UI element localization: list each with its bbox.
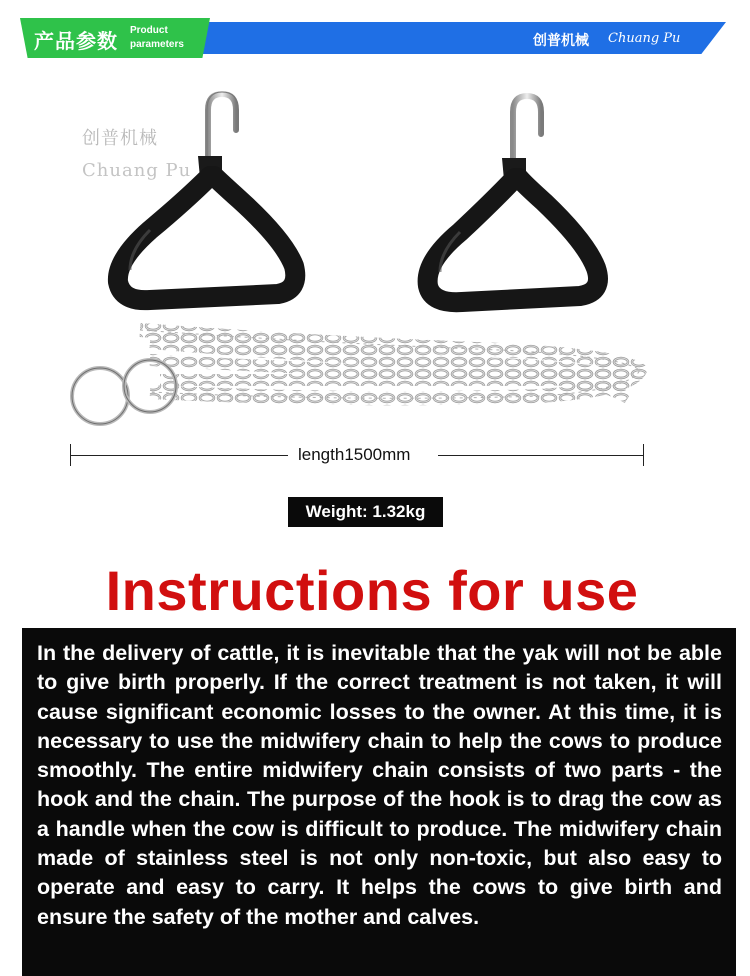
dimension-line-right [438, 455, 644, 456]
length-dimension [70, 440, 644, 470]
length-label: length1500mm [298, 445, 411, 464]
hook-handle-right [428, 96, 598, 302]
banner-title-chinese: 产品参数 [34, 29, 118, 53]
instructions-text-box [22, 628, 736, 976]
instructions-heading: Instructions for use [105, 559, 639, 622]
product-photo [0, 80, 750, 440]
banner-title-english-line1: Product [130, 25, 168, 36]
banner-brand-english: Chuang Pu [608, 31, 681, 46]
watermark-english: Chuang Pu [82, 160, 192, 181]
hook-handle-left [118, 92, 295, 300]
chain [140, 330, 640, 398]
dimension-line-left [70, 455, 288, 456]
weight-label: Weight: 1.32kg [288, 497, 443, 527]
section-banner [0, 18, 750, 62]
instructions-body: In the delivery of cattle, it is inevitable that the yak will not be able to give birth properly. If the correct treatment is not taken, it will cause significant economic losses to the owner. At this time, it is necessary to use the midwifery chain to help the cows to produce smoothly. The entire midwifery chain consists of two parts - the hook and the chain. The purpose of the hook is to drag the cow as a handle when the cow is difficult to produce. The midwifery chain made of stainless steel is not only non-toxic, but also easy to operate and easy to carry. It helps the cows to give birth and ensure the safety of the mother and calves. [37, 641, 722, 929]
dimension-tick-right [643, 444, 644, 466]
banner-title-english [130, 24, 210, 52]
watermark-chinese: 创普机械 [82, 128, 158, 149]
banner-title-english-line2: parameters [130, 39, 184, 50]
banner-brand-chinese: 创普机械 [533, 33, 589, 49]
